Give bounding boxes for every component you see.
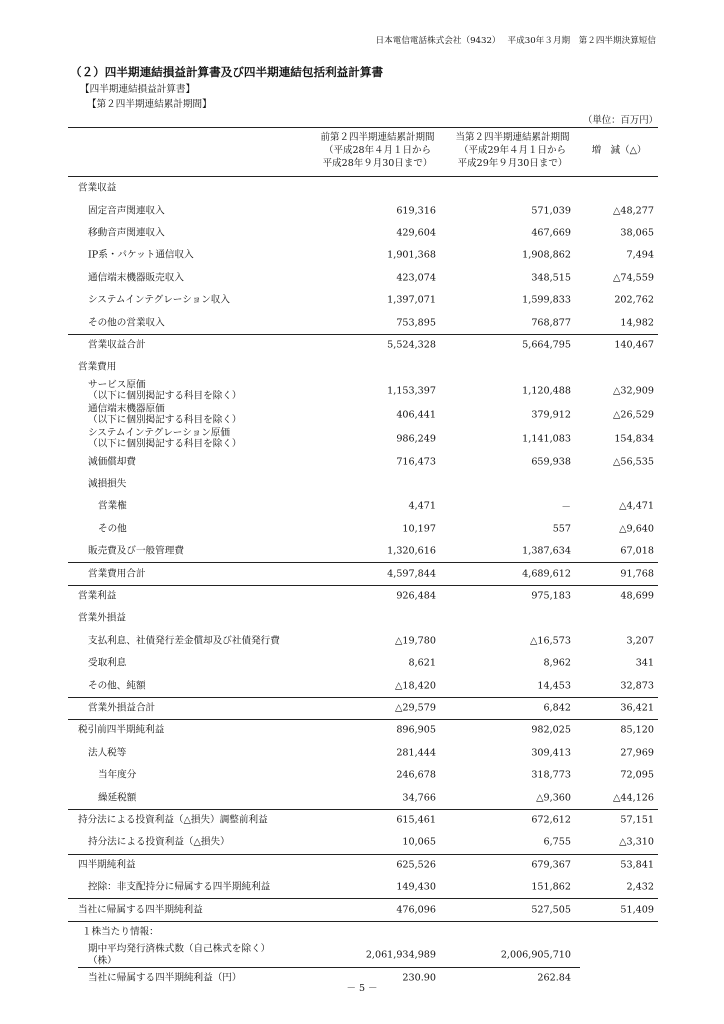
row-label: 販売費及び一般管理費 [88, 545, 184, 557]
cell-change: △26,529 [613, 409, 654, 421]
cell-current-period: 467,669 [531, 227, 571, 239]
cell-prior-period: 619,316 [396, 205, 436, 217]
table-row [68, 764, 658, 786]
table-row [68, 518, 658, 540]
row-separator [68, 921, 658, 922]
document-header: 日本電信電話株式会社（9432） 平成30年３月期 第２四半期決算短信 [375, 36, 656, 46]
cell-current-period: 659,938 [531, 456, 571, 468]
table-row [68, 809, 658, 831]
period-subtitle: 【第２四半期連結累計期間】 [87, 99, 212, 110]
cell-current-period: 5,664,795 [522, 339, 571, 351]
cell-prior-period: 230.90 [402, 972, 436, 984]
table-row [68, 607, 658, 629]
row-label: 営業外損益合計 [88, 702, 156, 714]
cell-prior-period: 1,153,397 [387, 385, 436, 397]
column-header-current-period: 当第２四半期連結累計期間 （平成29年４月１日から 平成29年９月30日まで） [455, 132, 570, 169]
cell-change: 3,207 [626, 635, 654, 647]
table-row [68, 177, 658, 199]
cell-prior-period: 896,905 [396, 724, 436, 736]
row-label: サービス原価 （以下に個別掲記する科目を除く） [88, 379, 242, 402]
table-row [68, 199, 658, 221]
cell-change: △4,471 [619, 500, 654, 512]
cell-prior-period: △19,780 [395, 635, 436, 647]
row-separator [68, 898, 658, 899]
table-row [68, 267, 658, 289]
table-row [68, 943, 658, 967]
row-label: 受取利息 [88, 657, 127, 669]
cell-current-period: △16,573 [530, 635, 571, 647]
cell-prior-period: 1,397,071 [387, 294, 436, 306]
table-row [68, 786, 658, 808]
row-label: IP系・パケット通信収入 [88, 249, 194, 261]
table-row [68, 854, 658, 876]
row-label: 持分法による投資利益（△損失）調整前利益 [78, 814, 268, 826]
cell-current-period: 379,912 [531, 409, 571, 421]
row-label: 法人税等 [88, 747, 127, 759]
row-label: 持分法による投資利益（△損失） [88, 836, 230, 848]
cell-current-period: 309,413 [531, 747, 571, 759]
cell-prior-period: △18,420 [395, 680, 436, 692]
row-label: 当社に帰属する四半期純利益 [78, 903, 203, 915]
row-label: 当社に帰属する四半期純利益（円） [88, 972, 242, 984]
cell-prior-period: 149,430 [396, 881, 436, 893]
row-label: 四半期純利益 [78, 858, 136, 870]
table-row [68, 473, 658, 495]
row-label: 減価償却費 [88, 455, 136, 467]
cell-change: 91,768 [620, 568, 654, 580]
cell-current-period: 1,141,083 [522, 433, 571, 445]
cell-change: 27,969 [620, 747, 654, 759]
column-header-change: 増 減（△） [591, 145, 647, 156]
table-row [68, 222, 658, 244]
row-label: 営業利益 [78, 590, 117, 602]
row-label: システムインテグレーション原価 （以下に個別掲記する科目を除く） [88, 427, 242, 450]
table-row [68, 719, 658, 741]
cell-current-period: 1,387,634 [522, 545, 571, 557]
table-row [68, 356, 658, 378]
row-label: 通信端末機器販売収入 [88, 272, 184, 283]
cell-prior-period: 34,766 [402, 792, 436, 804]
cell-current-period: 982,025 [531, 724, 571, 736]
cell-current-period: 6,755 [543, 836, 571, 848]
income-statement-table [68, 127, 658, 990]
table-row [68, 630, 658, 652]
cell-change: 53,841 [620, 859, 654, 871]
cell-prior-period: 926,484 [396, 590, 436, 602]
cell-change: 51,409 [620, 904, 654, 916]
cell-prior-period: 1,901,368 [387, 249, 436, 261]
row-label: その他の営業収入 [88, 316, 165, 328]
cell-current-period: 318,773 [531, 769, 571, 781]
cell-change: 32,873 [620, 680, 654, 692]
cell-prior-period: 476,096 [396, 904, 436, 916]
cell-current-period: 2,006,905,710 [500, 949, 571, 961]
cell-current-period: 571,039 [531, 205, 571, 217]
cell-change: 154,834 [614, 433, 654, 445]
row-label: その他、純額 [88, 679, 146, 691]
unit-label: （単位：百万円） [582, 115, 658, 126]
table-row [68, 451, 658, 473]
row-separator [68, 562, 658, 563]
cell-prior-period: 406,441 [396, 409, 436, 421]
row-label: 移動音声関連収入 [88, 227, 165, 239]
cell-change: 7,494 [626, 249, 654, 261]
cell-current-period: 6,842 [543, 702, 571, 714]
table-row [68, 495, 658, 517]
cell-current-period: 14,453 [537, 680, 571, 692]
cell-prior-period: 423,074 [396, 272, 436, 284]
cell-prior-period: 8,621 [408, 657, 436, 669]
row-label: 控除：非支配持分に帰属する四半期純利益 [88, 881, 271, 893]
cell-change: 341 [635, 657, 654, 669]
cell-change: 2,432 [626, 881, 654, 893]
cell-current-period: 151,862 [531, 881, 571, 893]
cell-change: 57,151 [620, 814, 654, 826]
section-title: （２）四半期連結損益計算書及び四半期連結包括利益計算書 [70, 65, 384, 79]
cell-change: 202,762 [614, 294, 654, 306]
table-row [68, 876, 658, 898]
table-row [68, 585, 658, 607]
cell-prior-period: 1,320,616 [387, 545, 436, 557]
cell-prior-period: 10,065 [402, 836, 436, 848]
row-label: その他 [98, 523, 127, 535]
cell-change: △56,535 [613, 456, 654, 468]
cell-prior-period: 625,526 [396, 859, 436, 871]
row-label: 繰延税額 [98, 791, 137, 803]
table-row [68, 831, 658, 853]
cell-prior-period: 10,197 [402, 523, 436, 535]
row-separator [68, 719, 658, 720]
cell-current-period: △9,360 [536, 792, 571, 804]
row-label: 通信端末機器原価 （以下に個別掲記する科目を除く） [88, 403, 242, 426]
cell-change: 85,120 [620, 724, 654, 736]
cell-current-period: 768,877 [531, 317, 571, 329]
cell-change: 48,699 [620, 590, 654, 602]
row-label: 営業収益合計 [88, 339, 146, 351]
cell-change: △74,559 [613, 272, 654, 284]
cell-prior-period: 5,524,328 [387, 339, 436, 351]
cell-prior-period: 429,604 [396, 227, 436, 239]
row-label: 固定音声関連収入 [88, 204, 165, 216]
column-header-prior-period: 前第２四半期連結累計期間 （平成28年４月１日から 平成28年９月30日まで） [320, 132, 435, 169]
page-number: － 5 － [346, 983, 378, 994]
table-row [68, 674, 658, 696]
row-label: 営業費用 [78, 361, 117, 373]
cell-current-period: 1,599,833 [522, 294, 571, 306]
cell-change: 36,421 [620, 702, 654, 714]
row-label: １株当たり情報： [82, 926, 159, 938]
cell-prior-period: 753,895 [396, 317, 436, 329]
cell-prior-period: 4,597,844 [387, 568, 436, 580]
table-row [68, 403, 658, 427]
cell-change: △44,126 [613, 792, 654, 804]
table-row [68, 921, 658, 943]
cell-change: △9,640 [619, 523, 654, 535]
table-row [68, 898, 658, 920]
cell-change: △32,909 [613, 385, 654, 397]
row-label: 期中平均発行済株式数（自己株式を除く） （株） [88, 943, 271, 967]
row-label: 税引前四半期純利益 [78, 724, 165, 736]
row-label: 当年度分 [98, 769, 137, 781]
row-label: 減損損失 [88, 478, 127, 490]
row-separator [68, 585, 658, 586]
row-label: システムインテグレーション収入 [88, 294, 230, 306]
statement-subtitle: 【四半期連結損益計算書】 [80, 84, 196, 95]
cell-change: △48,277 [613, 205, 654, 217]
table-row [68, 427, 658, 451]
cell-current-period: 679,367 [531, 859, 571, 871]
row-label: 営業費用合計 [88, 567, 146, 579]
row-separator [68, 854, 658, 855]
row-separator [78, 967, 580, 968]
table-row [68, 562, 658, 584]
row-label: 営業外損益 [78, 612, 126, 624]
cell-prior-period: 246,678 [396, 769, 436, 781]
table-row [68, 742, 658, 764]
cell-current-period: 8,962 [543, 657, 571, 669]
cell-current-period: 1,908,862 [522, 249, 571, 261]
cell-current-period: 262.84 [537, 972, 571, 984]
cell-current-period: － [561, 502, 571, 514]
table-row [68, 540, 658, 562]
table-row [68, 652, 658, 674]
cell-prior-period: 615,461 [396, 814, 436, 826]
cell-change: 140,467 [614, 339, 654, 351]
cell-change: 67,018 [620, 545, 654, 557]
cell-current-period: 1,120,488 [522, 385, 571, 397]
row-separator [68, 334, 658, 335]
cell-prior-period: 281,444 [396, 747, 436, 759]
table-row [68, 289, 658, 311]
row-separator [68, 697, 658, 698]
cell-change: 72,095 [620, 769, 654, 781]
cell-current-period: 672,612 [531, 814, 571, 826]
table-header [68, 127, 658, 177]
cell-prior-period: 716,473 [396, 456, 436, 468]
cell-prior-period: 986,249 [396, 433, 436, 445]
table-row [68, 379, 658, 403]
cell-current-period: 975,183 [531, 590, 571, 602]
row-label: 営業収益 [78, 182, 117, 194]
table-row [68, 697, 658, 719]
row-label: 営業権 [98, 500, 127, 512]
cell-change: 38,065 [620, 227, 654, 239]
cell-current-period: 527,505 [531, 904, 571, 916]
cell-current-period: 4,689,612 [522, 568, 571, 580]
cell-prior-period: 4,471 [408, 500, 436, 512]
cell-prior-period: △29,579 [395, 702, 436, 714]
cell-current-period: 557 [552, 523, 571, 535]
table-row [68, 334, 658, 356]
row-separator [68, 809, 658, 810]
table-body [68, 177, 658, 990]
cell-change: △3,310 [619, 836, 654, 848]
table-row [68, 244, 658, 266]
cell-current-period: 348,515 [531, 272, 571, 284]
row-label: 支払利息、社債発行差金償却及び社債発行費 [88, 635, 280, 647]
cell-change: 14,982 [620, 317, 654, 329]
table-row [68, 311, 658, 333]
cell-prior-period: 2,061,934,989 [365, 949, 436, 961]
